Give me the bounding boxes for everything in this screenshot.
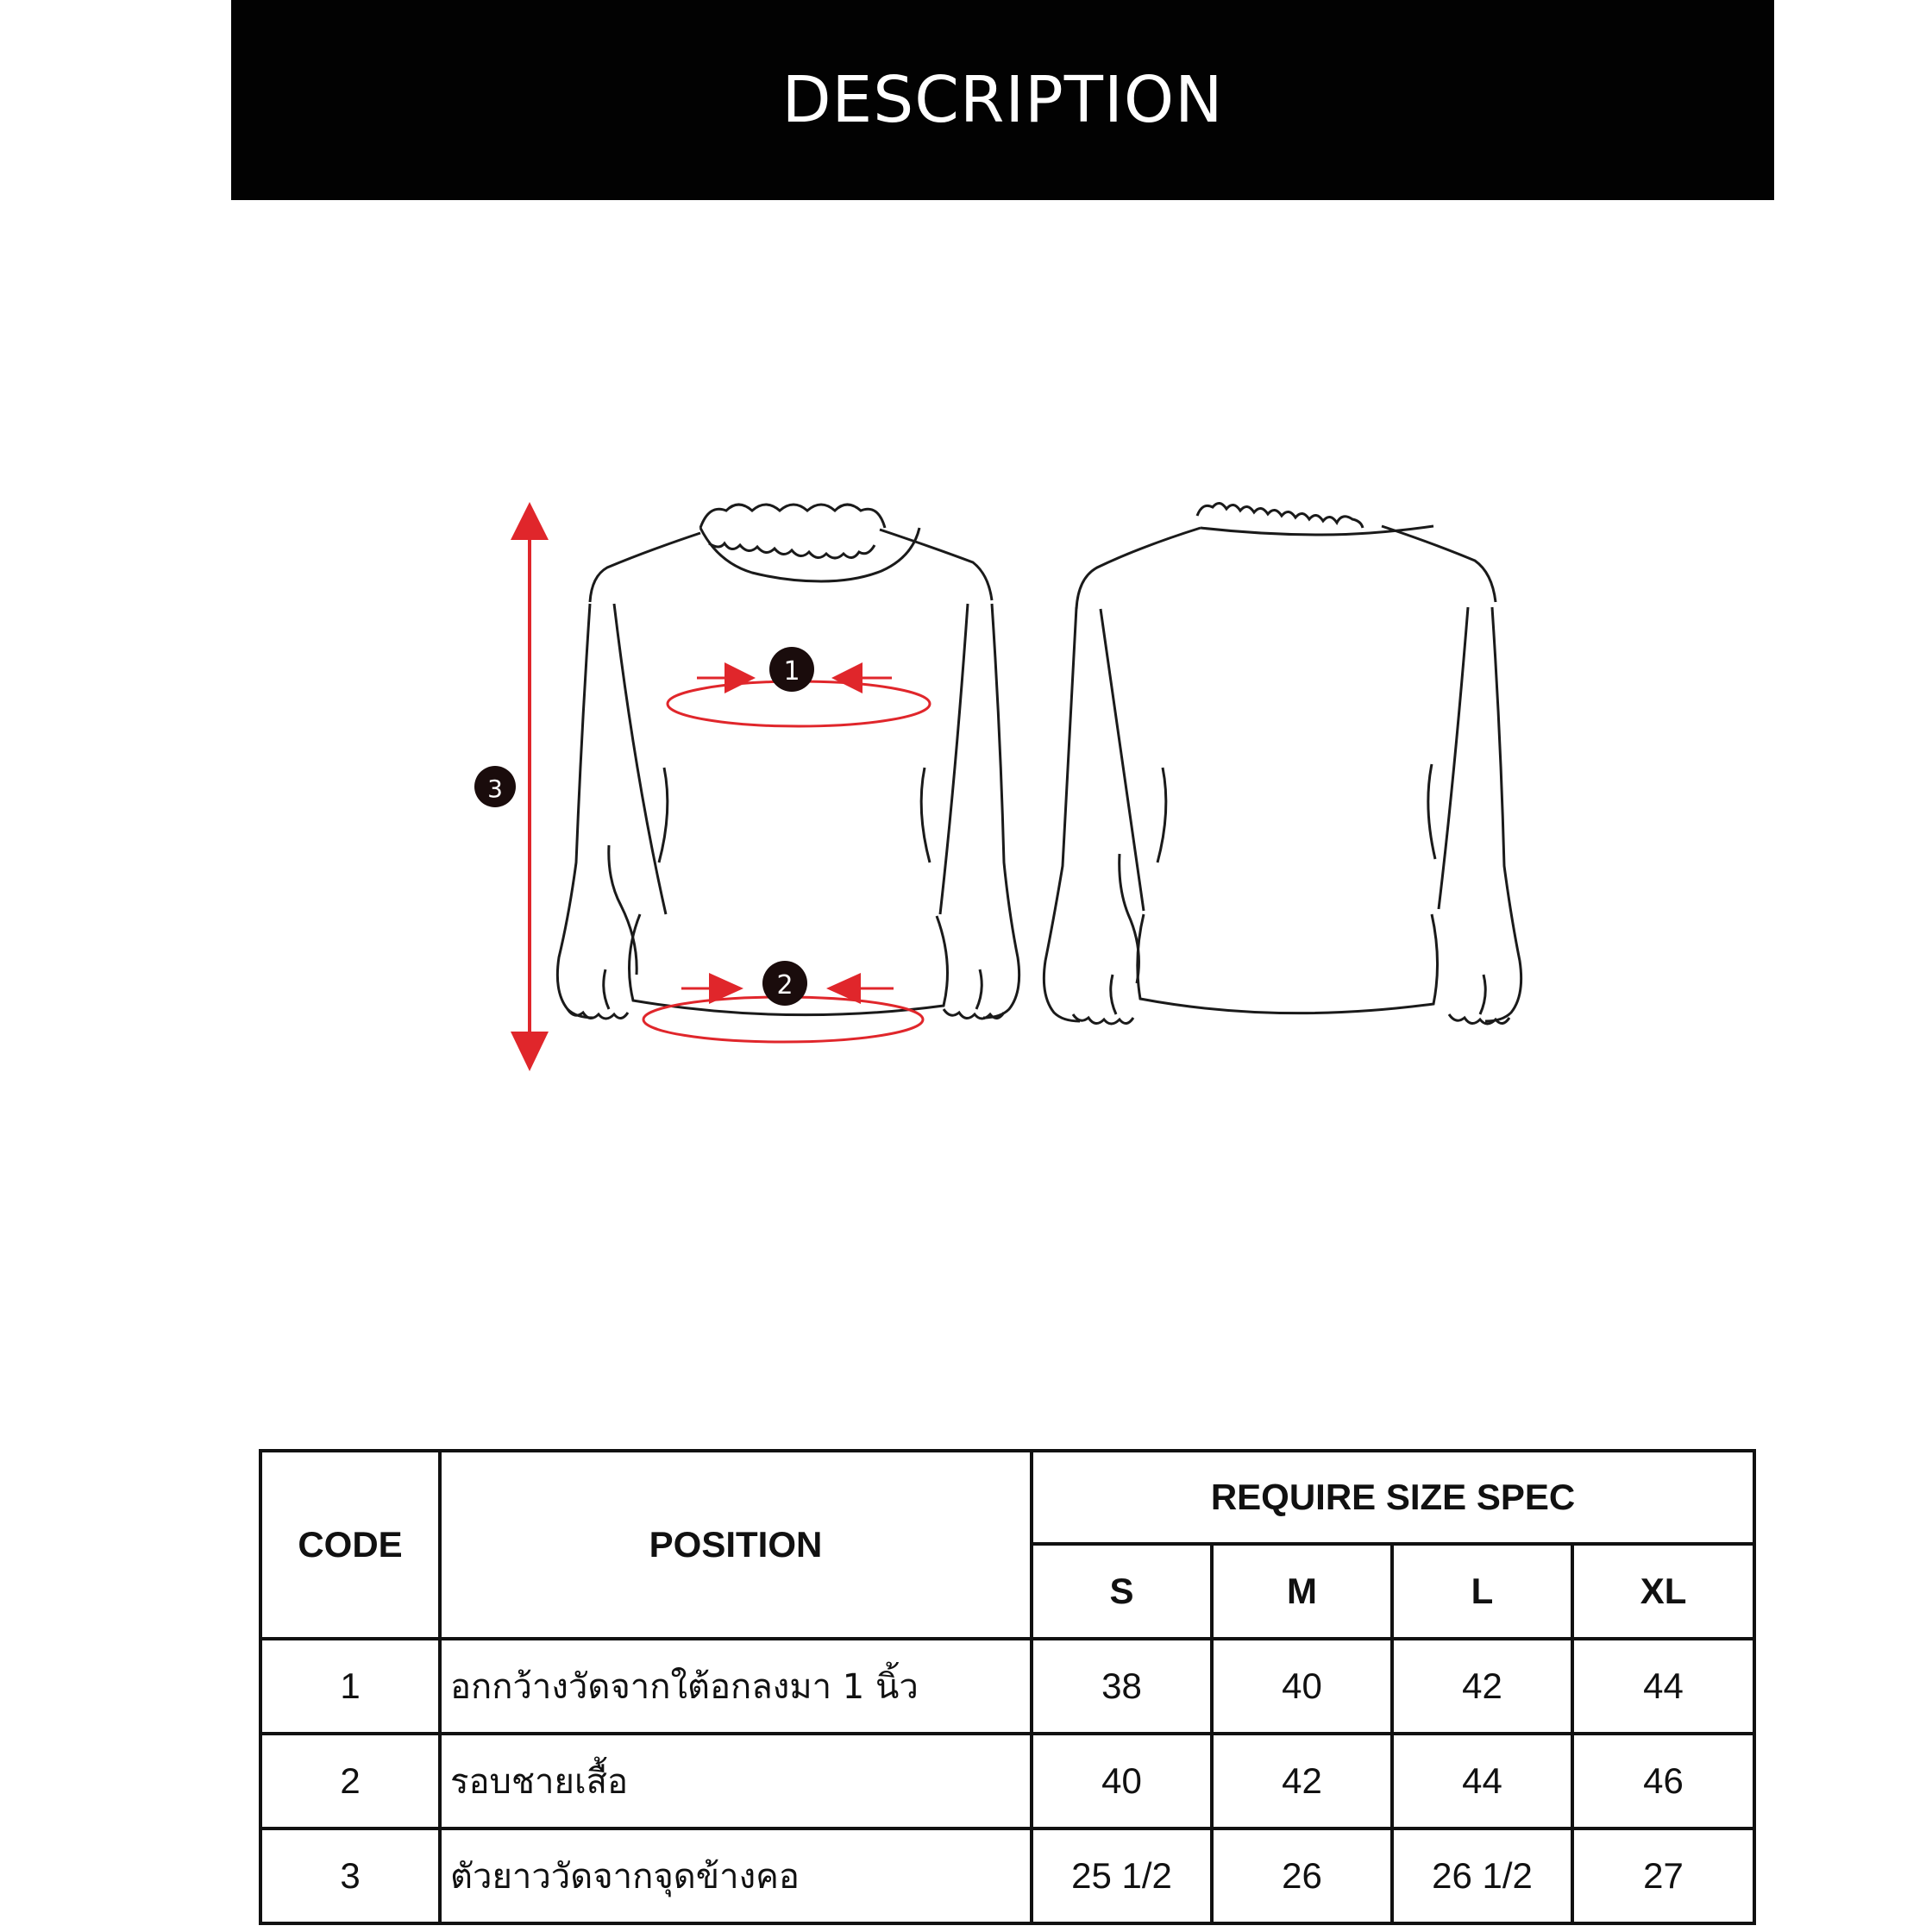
row-position: ตัวยาววัดจากจุดข้างคอ xyxy=(440,1828,1032,1923)
row-code: 1 xyxy=(260,1639,440,1734)
position-header: POSITION xyxy=(440,1451,1032,1639)
row-position: รอบชายเสื้อ xyxy=(440,1734,1032,1828)
row-value-l: 42 xyxy=(1392,1639,1572,1734)
row-value-l: 44 xyxy=(1392,1734,1572,1828)
table-row xyxy=(260,1639,1754,1734)
row-value-xl: 27 xyxy=(1572,1828,1754,1923)
row-value-m: 26 xyxy=(1212,1828,1392,1923)
row-value-s: 38 xyxy=(1032,1639,1212,1734)
row-value-m: 42 xyxy=(1212,1734,1392,1828)
size-header-m: M xyxy=(1212,1544,1392,1639)
row-position: อกกว้างวัดจากใต้อกลงมา 1 นิ้ว xyxy=(440,1639,1032,1734)
size-header-s: S xyxy=(1032,1544,1212,1639)
size-header-l: L xyxy=(1392,1544,1572,1639)
size-header-xl: XL xyxy=(1572,1544,1754,1639)
front-view xyxy=(557,505,1019,1019)
svg-text:1: 1 xyxy=(783,656,800,687)
measure-length xyxy=(511,502,549,1071)
marker-2 xyxy=(762,961,807,1006)
row-value-xl: 46 xyxy=(1572,1734,1754,1828)
row-code: 3 xyxy=(260,1828,440,1923)
table-row xyxy=(260,1734,1754,1828)
page-title: DESCRIPTION xyxy=(781,63,1224,137)
svg-text:2: 2 xyxy=(776,970,794,1000)
table-row xyxy=(260,1828,1754,1923)
row-value-s: 25 1/2 xyxy=(1032,1828,1212,1923)
row-value-s: 40 xyxy=(1032,1734,1212,1828)
back-view xyxy=(1044,503,1521,1024)
size-spec-header: REQUIRE SIZE SPEC xyxy=(1032,1451,1754,1544)
code-header: CODE xyxy=(260,1451,440,1639)
row-value-m: 40 xyxy=(1212,1639,1392,1734)
row-value-l: 26 1/2 xyxy=(1392,1828,1572,1923)
marker-1 xyxy=(769,647,814,692)
row-code: 2 xyxy=(260,1734,440,1828)
marker-3 xyxy=(474,766,516,807)
size-spec-table xyxy=(259,1449,1756,1925)
svg-text:3: 3 xyxy=(487,775,503,803)
row-value-xl: 44 xyxy=(1572,1639,1754,1734)
